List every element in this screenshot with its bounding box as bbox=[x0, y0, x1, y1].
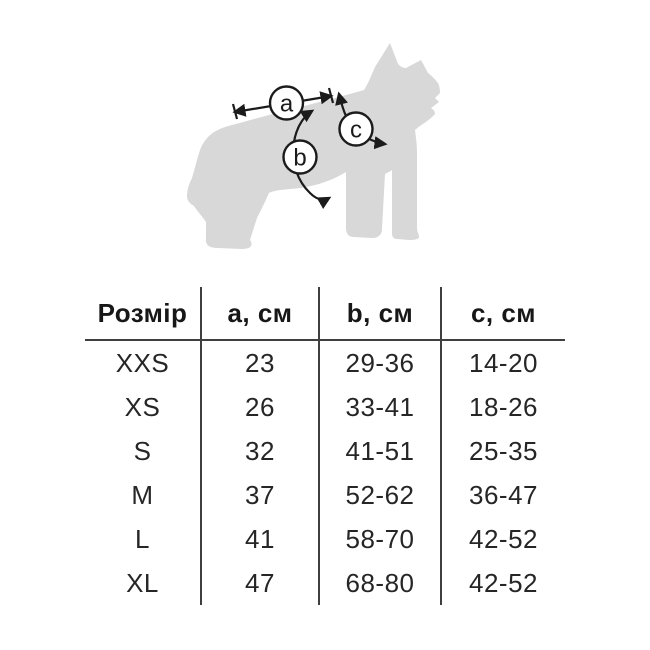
value-cell: 58-70 bbox=[320, 517, 442, 561]
value-cell: 68-80 bbox=[320, 561, 442, 605]
value-cell: 42-52 bbox=[469, 523, 538, 554]
size-cell: S bbox=[85, 429, 202, 473]
column-header-b-cm: b, см bbox=[320, 287, 442, 341]
size-cell: XL bbox=[85, 561, 202, 605]
size-cell: XXS bbox=[85, 341, 202, 385]
value-cell: 14-20 bbox=[469, 347, 538, 378]
value-cell: 25-35 bbox=[469, 435, 538, 466]
value-cell: 37 bbox=[202, 473, 320, 517]
value-cell: 32 bbox=[202, 429, 320, 473]
marker-badge-a bbox=[270, 87, 303, 120]
value-cell: 47 bbox=[202, 561, 320, 605]
marker-badge-b bbox=[284, 141, 317, 174]
value-cell: 33-41 bbox=[320, 385, 442, 429]
marker-badge-c bbox=[340, 113, 373, 146]
marker-label-b: b bbox=[293, 144, 307, 172]
value-cell: 29-36 bbox=[320, 341, 442, 385]
marker-label-a: a bbox=[279, 90, 294, 118]
value-cell: 41 bbox=[202, 517, 320, 561]
column-header-size: Розмір bbox=[85, 287, 202, 341]
size-cell: XS bbox=[85, 385, 202, 429]
value-cell: 36-47 bbox=[469, 479, 538, 510]
size-chart-table bbox=[85, 287, 565, 605]
marker-label-c: c bbox=[350, 116, 362, 144]
value-cell: 23 bbox=[202, 341, 320, 385]
size-cell: M bbox=[85, 473, 202, 517]
value-cell: 52-62 bbox=[320, 473, 442, 517]
value-cell: 42-52 bbox=[469, 567, 538, 598]
column-header-c-cm: c, см bbox=[442, 287, 565, 341]
value-cell: 26 bbox=[202, 385, 320, 429]
column-header-a-cm: a, см bbox=[202, 287, 320, 341]
size-cell: L bbox=[85, 517, 202, 561]
value-cell: 18-26 bbox=[469, 391, 538, 422]
value-cell: 41-51 bbox=[320, 429, 442, 473]
dog-measurement-diagram bbox=[178, 20, 478, 265]
